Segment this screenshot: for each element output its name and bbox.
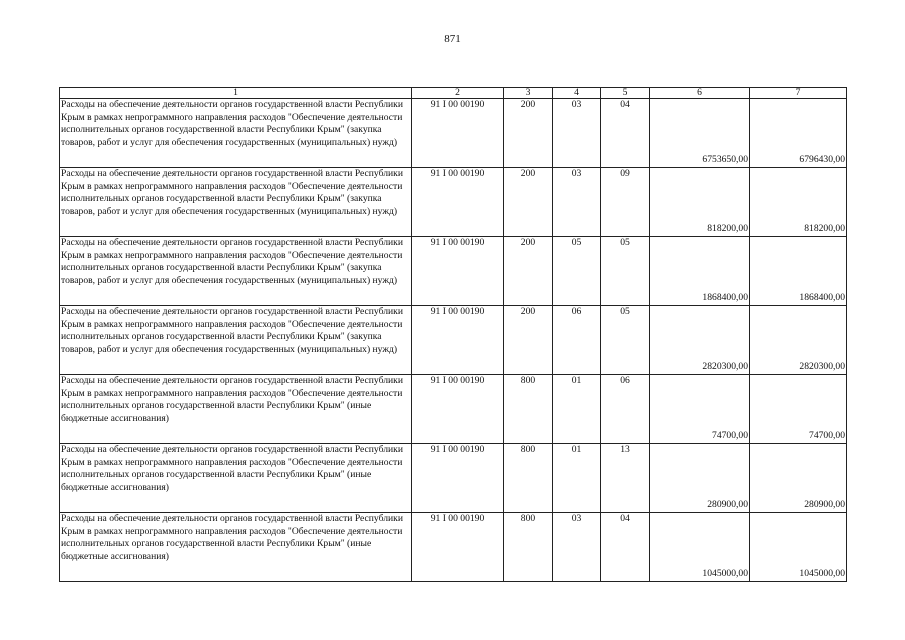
row-amount-1: 74700,00 [650,375,750,444]
page-number: 871 [444,33,461,45]
row-code: 91 I 00 00190 [412,168,504,237]
row-subsection: 06 [601,375,650,444]
header-cell-2: 2 [412,88,504,99]
row-amount-2: 6796430,00 [750,99,847,168]
header-cell-4: 4 [553,88,601,99]
row-amount-1: 1045000,00 [650,513,750,582]
row-type: 800 [504,444,553,513]
row-code: 91 I 00 00190 [412,513,504,582]
row-code: 91 I 00 00190 [412,375,504,444]
header-cell-3: 3 [504,88,553,99]
header-cell-6: 6 [650,88,750,99]
row-code: 91 I 00 00190 [412,444,504,513]
row-section: 01 [553,444,601,513]
row-amount-1: 1868400,00 [650,237,750,306]
row-code: 91 I 00 00190 [412,99,504,168]
row-type: 800 [504,375,553,444]
row-section: 05 [553,237,601,306]
row-amount-1: 818200,00 [650,168,750,237]
table-row [60,237,847,306]
table-row [60,168,847,237]
table-header-row [60,88,847,99]
row-amount-2: 2820300,00 [750,306,847,375]
row-code: 91 I 00 00190 [412,237,504,306]
row-amount-1: 6753650,00 [650,99,750,168]
row-subsection: 09 [601,168,650,237]
row-type: 200 [504,99,553,168]
table-row [60,99,847,168]
row-section: 03 [553,513,601,582]
row-type: 200 [504,306,553,375]
row-type: 200 [504,168,553,237]
row-subsection: 05 [601,306,650,375]
row-amount-2: 818200,00 [750,168,847,237]
row-section: 06 [553,306,601,375]
budget-table [59,87,847,582]
table-row [60,306,847,375]
row-description: Расходы на обеспечение деятельности органов государственной власти Республики Крым в рамках непрограммного направления расходов "Обеспечение деятельности исполнительных органов государственной власти Республики Крым" (закупка товаров, работ и услуг для обеспечения государственных (муниципальных) нужд) [60,237,412,306]
row-amount-2: 1868400,00 [750,237,847,306]
row-description: Расходы на обеспечение деятельности органов государственной власти Республики Крым в рамках непрограммного направления расходов "Обеспечение деятельности исполнительных органов государственной власти Республики Крым" (иные бюджетные ассигнования) [60,444,412,513]
header-cell-5: 5 [601,88,650,99]
row-description: Расходы на обеспечение деятельности органов государственной власти Республики Крым в рамках непрограммного направления расходов "Обеспечение деятельности исполнительных органов государственной власти Республики Крым" (закупка товаров, работ и услуг для обеспечения государственных (муниципальных) нужд) [60,306,412,375]
header-cell-7: 7 [750,88,847,99]
row-amount-1: 280900,00 [650,444,750,513]
row-subsection: 04 [601,513,650,582]
row-amount-2: 1045000,00 [750,513,847,582]
row-description: Расходы на обеспечение деятельности органов государственной власти Республики Крым в рамках непрограммного направления расходов "Обеспечение деятельности исполнительных органов государственной власти Республики Крым" (закупка товаров, работ и услуг для обеспечения государственных (муниципальных) нужд) [60,99,412,168]
table-row [60,375,847,444]
row-section: 01 [553,375,601,444]
row-type: 200 [504,237,553,306]
row-amount-2: 280900,00 [750,444,847,513]
row-section: 03 [553,99,601,168]
header-cell-1: 1 [60,88,412,99]
row-section: 03 [553,168,601,237]
row-subsection: 04 [601,99,650,168]
row-code: 91 I 00 00190 [412,306,504,375]
row-description: Расходы на обеспечение деятельности органов государственной власти Республики Крым в рамках непрограммного направления расходов "Обеспечение деятельности исполнительных органов государственной власти Республики Крым" (иные бюджетные ассигнования) [60,513,412,582]
row-amount-2: 74700,00 [750,375,847,444]
row-description: Расходы на обеспечение деятельности органов государственной власти Республики Крым в рамках непрограммного направления расходов "Обеспечение деятельности исполнительных органов государственной власти Республики Крым" (закупка товаров, работ и услуг для обеспечения государственных (муниципальных) нужд) [60,168,412,237]
row-subsection: 05 [601,237,650,306]
row-description: Расходы на обеспечение деятельности органов государственной власти Республики Крым в рамках непрограммного направления расходов "Обеспечение деятельности исполнительных органов государственной власти Республики Крым" (иные бюджетные ассигнования) [60,375,412,444]
table-row [60,444,847,513]
table-row [60,513,847,582]
row-type: 800 [504,513,553,582]
row-amount-1: 2820300,00 [650,306,750,375]
row-subsection: 13 [601,444,650,513]
